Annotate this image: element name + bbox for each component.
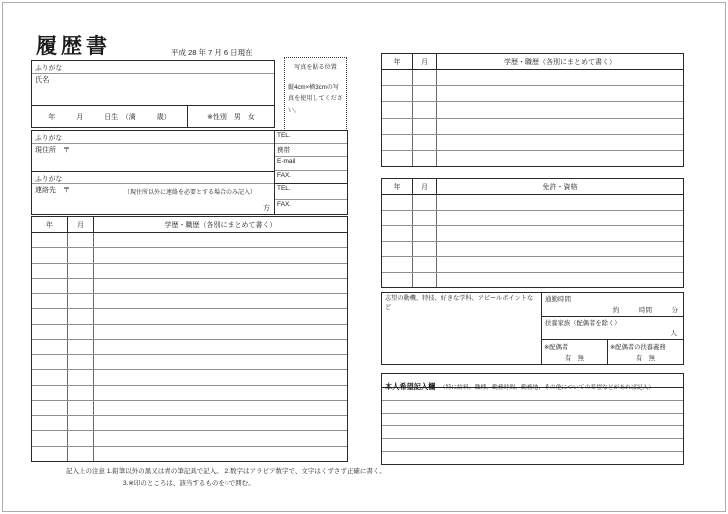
table-cell: [382, 273, 413, 288]
kata-label: 方: [263, 205, 270, 212]
table-cell: [94, 233, 347, 247]
table-cell: [382, 257, 413, 272]
table-row: [382, 426, 683, 439]
contact-address-label: 連絡先 〒: [35, 187, 70, 194]
table-row: [382, 102, 683, 118]
table-cell: [413, 119, 437, 134]
table-cell: [437, 195, 683, 210]
table-cell: [68, 279, 94, 293]
licenses-rows: [382, 195, 683, 287]
table-cell: [437, 86, 683, 101]
table-row: [32, 386, 347, 401]
name-block: [31, 60, 275, 128]
table-row: [32, 309, 347, 324]
table-row: [32, 264, 347, 279]
table-cell: [32, 401, 68, 415]
name-label: 氏名: [32, 74, 274, 106]
table-cell: [94, 340, 347, 354]
table-cell: [32, 340, 68, 354]
table-cell: [94, 294, 347, 308]
as-of-date: 平成 28 年 7 月 6 日現在: [171, 48, 253, 57]
table-cell: [94, 431, 347, 445]
table-row: [382, 273, 683, 288]
history-column-header: 学歴・職歴（各別にまとめて書く）: [164, 221, 277, 229]
table-cell: [68, 325, 94, 339]
table-row: [32, 279, 347, 294]
dependents-unit: 人: [670, 330, 677, 337]
education-history-rows-right: [382, 70, 683, 166]
table-cell: [437, 211, 683, 226]
table-row: [382, 86, 683, 102]
dependents-cell: [542, 317, 683, 340]
table-cell: [94, 416, 347, 430]
table-cell: [68, 233, 94, 247]
table-row: [382, 226, 683, 242]
table-row: [32, 447, 347, 461]
table-cell: [437, 70, 683, 85]
caution-notes: [66, 466, 386, 489]
table-row: [382, 242, 683, 258]
table-cell: [382, 211, 413, 226]
table-cell: [32, 233, 68, 247]
table-cell: [413, 226, 437, 241]
table-row: [32, 370, 347, 385]
table-cell: [94, 325, 347, 339]
month-column-header: 月: [413, 179, 437, 194]
table-cell: [382, 452, 683, 464]
table-cell: [413, 151, 437, 166]
table-row: [382, 257, 683, 273]
caution-label: 記入上の注意: [66, 468, 105, 475]
table-cell: [94, 279, 347, 293]
resume-form-page: [2, 2, 726, 512]
table-cell: [382, 195, 413, 210]
year-column-header: 年: [382, 54, 413, 69]
tel-label: TEL.: [275, 131, 347, 144]
table-cell: [68, 264, 94, 278]
table-cell: [94, 386, 347, 400]
month-column-header: 月: [68, 217, 94, 232]
table-cell: [94, 355, 347, 369]
table-cell: [32, 248, 68, 262]
education-history-rows-left: [32, 233, 347, 461]
fax-label: FAX.: [275, 171, 347, 184]
table-row: [382, 151, 683, 166]
table-row: [382, 388, 683, 401]
wishes-note: （特に給料、職種、勤務時間、勤務地、その他についての希望などがあれば記入）: [439, 385, 655, 391]
caution-item-1: 1.鉛筆以外の黒又は青の筆記具で記入。: [106, 468, 223, 475]
table-cell: [413, 86, 437, 101]
table-row: [32, 355, 347, 370]
spouse-duty-options: 有 無: [636, 355, 655, 362]
spouse-duty-label: ※配偶者の扶養義務: [610, 344, 666, 351]
table-cell: [68, 386, 94, 400]
table-row: [32, 325, 347, 340]
address-furigana-label: ふりがな: [32, 131, 274, 144]
table-cell: [437, 242, 683, 257]
year-column-header: 年: [382, 179, 413, 194]
table-cell: [413, 135, 437, 150]
table-cell: [94, 248, 347, 262]
table-cell: [68, 370, 94, 384]
table-row: [382, 135, 683, 151]
commute-time-label: 通勤時間: [545, 296, 571, 303]
table-row: [382, 70, 683, 86]
page-title: 履歴書: [36, 34, 111, 58]
photo-placement-box: [284, 57, 347, 133]
current-address-label: 現住所 〒: [32, 144, 274, 172]
table-cell: [68, 340, 94, 354]
table-row: [382, 414, 683, 427]
wishes-title: 本人希望記入欄: [385, 382, 436, 391]
table-row: [382, 401, 683, 414]
commute-time-cell: [542, 293, 683, 317]
table-cell: [437, 151, 683, 166]
table-cell: [68, 248, 94, 262]
table-cell: [382, 119, 413, 134]
table-cell: [437, 273, 683, 288]
table-cell: [68, 447, 94, 461]
table-cell: [382, 102, 413, 117]
table-cell: [94, 309, 347, 323]
mobile-label: 携帯: [275, 144, 347, 157]
table-cell: [413, 257, 437, 272]
table-cell: [382, 388, 683, 400]
table-cell: [437, 226, 683, 241]
year-column-header: 年: [32, 217, 68, 232]
email-label: E-mail: [275, 157, 347, 171]
table-row: [32, 294, 347, 309]
table-cell: [437, 119, 683, 134]
table-cell: [94, 264, 347, 278]
history-column-header: 学歴・職歴（各別にまとめて書く）: [504, 58, 616, 66]
table-cell: [32, 294, 68, 308]
table-cell: [382, 86, 413, 101]
table-cell: [32, 370, 68, 384]
table-cell: [32, 431, 68, 445]
table-cell: [413, 211, 437, 226]
table-row: [32, 248, 347, 263]
table-row: [32, 416, 347, 431]
table-cell: [382, 401, 683, 413]
table-cell: [32, 355, 68, 369]
education-history-table-left: [31, 216, 348, 462]
table-cell: [382, 426, 683, 438]
caution-item-3: 3.※印のところは、該当するものを○で囲む。: [123, 479, 255, 487]
table-row: [382, 211, 683, 227]
motivation-label: 志望の動機、特技、好きな学科、アピールポイントなど: [382, 293, 542, 364]
education-history-table-right: [381, 53, 684, 167]
table-cell: [382, 242, 413, 257]
contact-furigana-label: ふりがな: [32, 172, 274, 184]
commute-time-value: 約 時間 分: [613, 307, 678, 315]
spouse-options: 有 無: [565, 355, 584, 362]
table-cell: [382, 151, 413, 166]
table-row: [382, 439, 683, 452]
table-cell: [382, 226, 413, 241]
table-cell: [68, 416, 94, 430]
table-cell: [413, 242, 437, 257]
table-cell: [413, 195, 437, 210]
table-cell: [94, 370, 347, 384]
furigana-label: ふりがな: [32, 61, 274, 74]
table-cell: [32, 416, 68, 430]
motivation-section: [381, 292, 684, 365]
spouse-label: ※配偶者: [544, 344, 569, 351]
table-cell: [68, 294, 94, 308]
wishes-rows: [382, 388, 683, 464]
table-cell: [68, 355, 94, 369]
table-cell: [382, 70, 413, 85]
table-row: [32, 340, 347, 355]
spouse-duty-cell: [608, 340, 683, 364]
table-row: [32, 431, 347, 446]
birthdate-label: 年 月 日生 （満 歳）: [32, 106, 188, 127]
table-cell: [437, 257, 683, 272]
table-cell: [32, 264, 68, 278]
table-cell: [94, 401, 347, 415]
table-cell: [32, 447, 68, 461]
table-cell: [413, 70, 437, 85]
table-cell: [68, 309, 94, 323]
table-cell: [32, 386, 68, 400]
personal-wishes-section: [381, 373, 684, 465]
caution-item-2: 2.数字はアラビア数字で、文字はくずさず正確に書く。: [224, 468, 386, 475]
contact-address-cell: [32, 184, 274, 214]
table-cell: [382, 135, 413, 150]
table-cell: [382, 414, 683, 426]
table-cell: [94, 447, 347, 461]
contact-address-note: （現住所以外に連絡を必要とする場合のみ記入）: [124, 190, 257, 196]
licenses-table: [381, 178, 684, 288]
table-row: [32, 401, 347, 416]
contact-tel-label: TEL.: [275, 184, 347, 200]
contact-block: [31, 130, 348, 215]
table-cell: [437, 135, 683, 150]
table-cell: [413, 273, 437, 288]
table-cell: [382, 439, 683, 451]
gender-label: ※性別 男 女: [207, 114, 255, 121]
spouse-cell: [542, 340, 608, 364]
table-row: [32, 233, 347, 248]
month-column-header: 月: [413, 54, 437, 69]
table-cell: [437, 102, 683, 117]
table-row: [382, 195, 683, 211]
photo-box-title: 写真を貼る位置: [294, 64, 337, 71]
table-row: [382, 119, 683, 135]
licenses-column-header: 免許・資格: [542, 183, 578, 191]
table-cell: [32, 279, 68, 293]
table-cell: [68, 401, 94, 415]
table-cell: [68, 431, 94, 445]
dependents-label: 扶養家族（配偶者を除く）: [545, 320, 621, 328]
contact-fax-label: FAX.: [277, 201, 292, 208]
photo-box-instruction: 縦4cm×横3cmの写真を使用してください。: [288, 84, 343, 114]
table-cell: [32, 309, 68, 323]
table-cell: [32, 325, 68, 339]
table-cell: [413, 102, 437, 117]
table-row: [382, 452, 683, 464]
